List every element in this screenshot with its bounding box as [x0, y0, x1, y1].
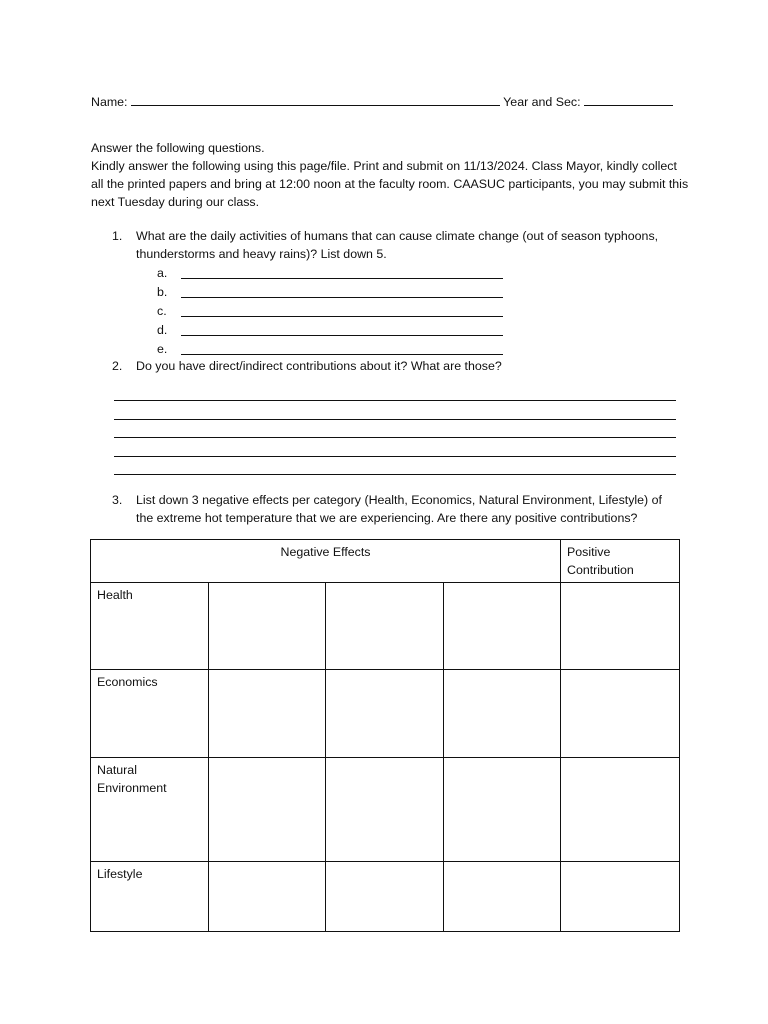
answer-line[interactable] — [181, 316, 503, 317]
table-row — [91, 670, 680, 758]
table-cell[interactable] — [561, 670, 680, 758]
table-cell[interactable] — [444, 862, 561, 932]
list-item-letter: c. — [157, 304, 167, 318]
answer-line[interactable] — [181, 278, 503, 279]
list-item — [157, 264, 517, 283]
list-item-letter: d. — [157, 323, 168, 337]
answer-line[interactable] — [114, 438, 676, 457]
negative-effects-header: Negative Effects — [91, 540, 561, 583]
table-cell[interactable] — [326, 758, 444, 862]
list-item-letter: b. — [157, 285, 168, 299]
table-cell[interactable] — [561, 583, 680, 670]
table-cell[interactable] — [561, 862, 680, 932]
question-1 — [112, 227, 682, 263]
table-cell[interactable] — [444, 670, 561, 758]
answer-line[interactable] — [181, 335, 503, 336]
row-label-health: Health — [91, 583, 209, 670]
instructions-line1: Answer the following questions. — [91, 141, 265, 155]
instructions-line2: Kindly answer the following using this page/file. Print and submit on 11/13/2024. Class Mayor, kindly collect all the printed papers and bring at 12:00 noon at the faculty room. CAASUC participants, you may submit this next Tuesday during our class. — [91, 159, 689, 209]
table-cell[interactable] — [444, 583, 561, 670]
question-3 — [112, 491, 682, 527]
name-field[interactable] — [131, 93, 500, 106]
question-2-text: Do you have direct/indirect contributions about it? What are those? — [136, 359, 502, 373]
question-1-text: What are the daily activities of humans that can cause climate change (out of season typhoons, thunderstorms and heavy rains)? List down 5. — [136, 229, 659, 261]
question-3-number: 3. — [112, 493, 123, 507]
table-header-row — [91, 540, 680, 583]
row-label-lifestyle: Lifestyle — [91, 862, 209, 932]
effects-table — [90, 539, 680, 932]
table-cell[interactable] — [444, 758, 561, 862]
table-row — [91, 583, 680, 670]
answer-line[interactable] — [114, 401, 676, 420]
list-item-letter: e. — [157, 342, 168, 356]
year-sec-field[interactable] — [584, 93, 673, 106]
instructions — [91, 139, 691, 211]
answer-line[interactable] — [114, 457, 676, 476]
table-cell[interactable] — [209, 670, 326, 758]
question-3-text: List down 3 negative effects per category (Health, Economics, Natural Environment, Lifestyle) of the extreme hot temperature that we are experiencing. Are there any positive contributions? — [136, 493, 662, 525]
row-label-natural-environment: Natural Environment — [91, 758, 209, 862]
table-cell[interactable] — [561, 758, 680, 862]
question-2-number: 2. — [112, 359, 123, 373]
list-item — [157, 283, 517, 302]
name-label: Name: — [91, 95, 128, 109]
answer-line[interactable] — [181, 297, 503, 298]
list-item — [157, 302, 517, 321]
list-item-letter: a. — [157, 266, 168, 280]
table-cell[interactable] — [209, 583, 326, 670]
table-cell[interactable] — [326, 670, 444, 758]
table-cell[interactable] — [326, 583, 444, 670]
list-item — [157, 321, 517, 340]
header-line — [91, 93, 681, 111]
table-row — [91, 758, 680, 862]
question-2 — [112, 357, 682, 375]
year-sec-label: Year and Sec: — [503, 95, 581, 109]
table-row — [91, 862, 680, 932]
question-2-answer-lines — [114, 399, 676, 475]
table-cell[interactable] — [209, 758, 326, 862]
answer-line[interactable] — [114, 420, 676, 439]
table-cell[interactable] — [209, 862, 326, 932]
question-1-answer-list — [157, 264, 517, 359]
answer-line[interactable] — [181, 354, 503, 355]
row-label-economics: Economics — [91, 670, 209, 758]
positive-contribution-header: Positive Contribution — [561, 540, 680, 583]
table-cell[interactable] — [326, 862, 444, 932]
question-1-number: 1. — [112, 229, 123, 243]
